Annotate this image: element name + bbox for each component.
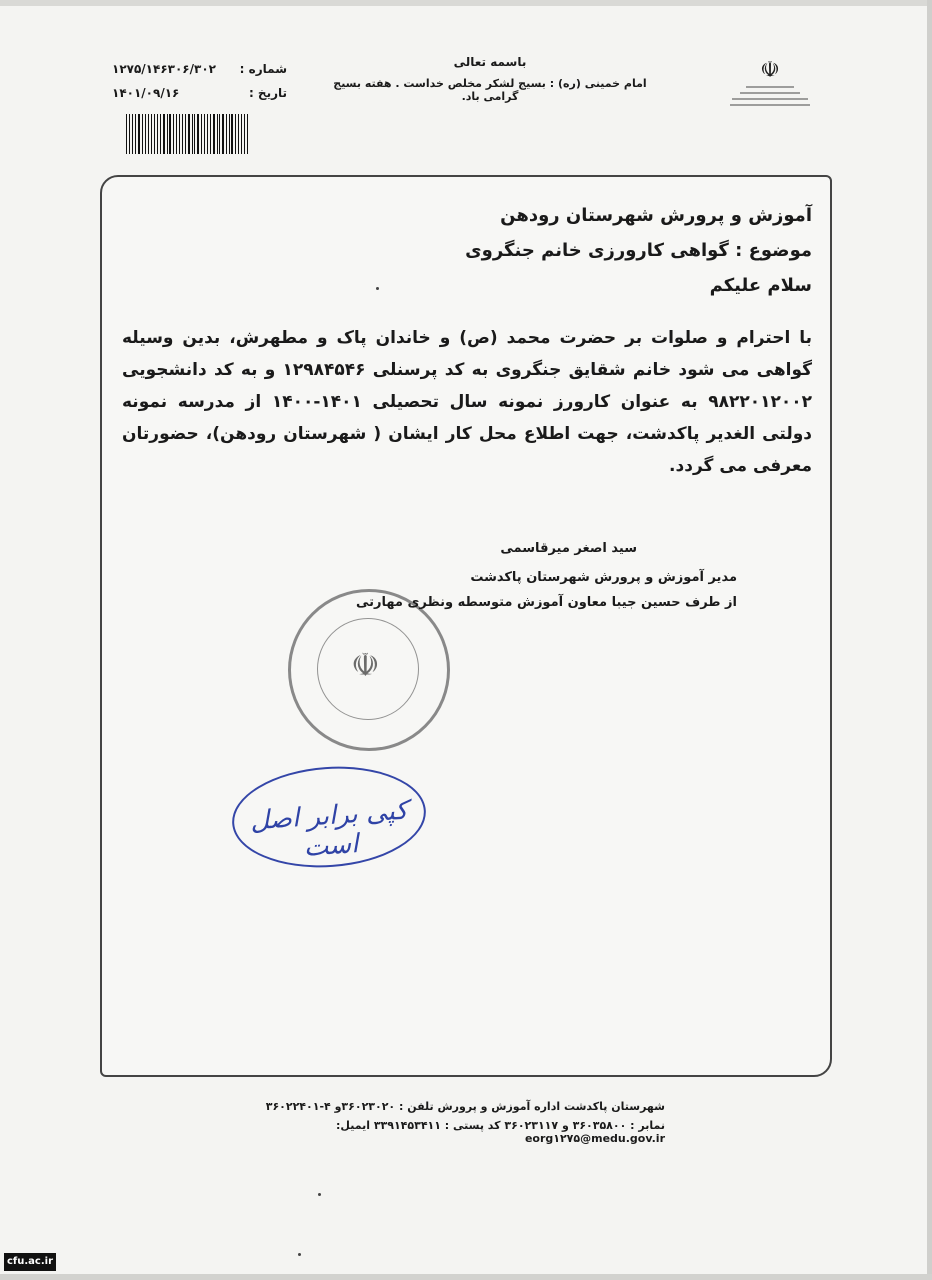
official-seal [288,589,450,751]
scan-speck [376,287,379,290]
number-value: ۱۲۷۵/۱۴۶۳۰۶/۳۰۲ [112,62,216,76]
copy-certified-stamp [229,760,430,873]
number-label: شماره : [239,62,287,76]
header-slogan: امام خمینی (ره) : بسیج لشکر مخلص خداست . هفته بسیج گرامی باد. [333,77,647,103]
date-label: تاریخ : [248,86,287,100]
letter-body: با احترام و صلوات بر حضرت محمد (ص) و خاندان پاک و مطهرش، بدین وسیله گواهی می شود خانم شقایق جنگروی به کد پرسنلی ۱۲۹۸۴۵۴۶ و به کد دانشجویی ۹۸۲۲۰۱۲۰۰۲ به عنوان کارورز نمونه سال تحصیلی ۱۴۰۱-۱۴۰۰ از مدرسه نمونه دولتی الغدیر پاکدشت، جهت اطلاع محل کار ایشان ( شهرستان رودهن)، حضورتان معرفی می گردد. [122,328,812,476]
date-value: ۱۴۰۱/۰۹/۱۶ [112,86,180,100]
signer-name: سید اصغر میرقاسمی [500,541,637,556]
scan-edge [0,1274,932,1280]
signer-title: مدیر آموزش و پرورش شهرستان پاکدشت [470,570,737,585]
subject-line: موضوع : گواهی کارورزی خانم جنگروی [465,240,812,261]
scan-speck [318,1193,321,1196]
scan-edge [927,0,932,1280]
letter-frame [100,175,832,1077]
site-watermark: cfu.ac.ir [4,1253,56,1271]
scan-edge [0,0,932,6]
iran-emblem-icon: ☫ [760,58,780,83]
scan-speck [298,1253,301,1256]
signature-block [277,541,737,610]
date-row [112,86,287,110]
letter-heading [320,55,660,103]
letter-meta [112,62,287,110]
letter-content [122,205,812,482]
greeting: سلام علیکم [709,275,812,296]
ministry-emblem [728,60,812,140]
bismillah: باسمه تعالی [453,55,527,69]
letter-footer [225,1100,665,1151]
seal-emblem-icon: ☫ [351,646,380,684]
addressee: آموزش و پرورش شهرستان رودهن [500,205,812,226]
signer-behalf: از طرف حسین جیبا معاون آموزش متوسطه ونظری مهارتی [355,595,737,610]
number-row [112,62,287,86]
footer-phone-line: شهرستان پاکدشت اداره آموزش و پرورش تلفن : ۳۶۰۲۳۰۲۰و ۴-۳۶۰۲۲۴۰۱ [265,1100,665,1113]
footer-contact-line: نمابر : ۳۶۰۳۵۸۰۰ و ۳۶۰۲۳۱۱۷ کد پستی : ۳۳۹۱۴۵۳۴۱۱ ایمیل: eorg۱۲۷۵@medu.gov.ir [336,1119,665,1145]
copy-stamp-text: کپی برابر اصل است [249,795,409,863]
barcode [126,114,248,154]
